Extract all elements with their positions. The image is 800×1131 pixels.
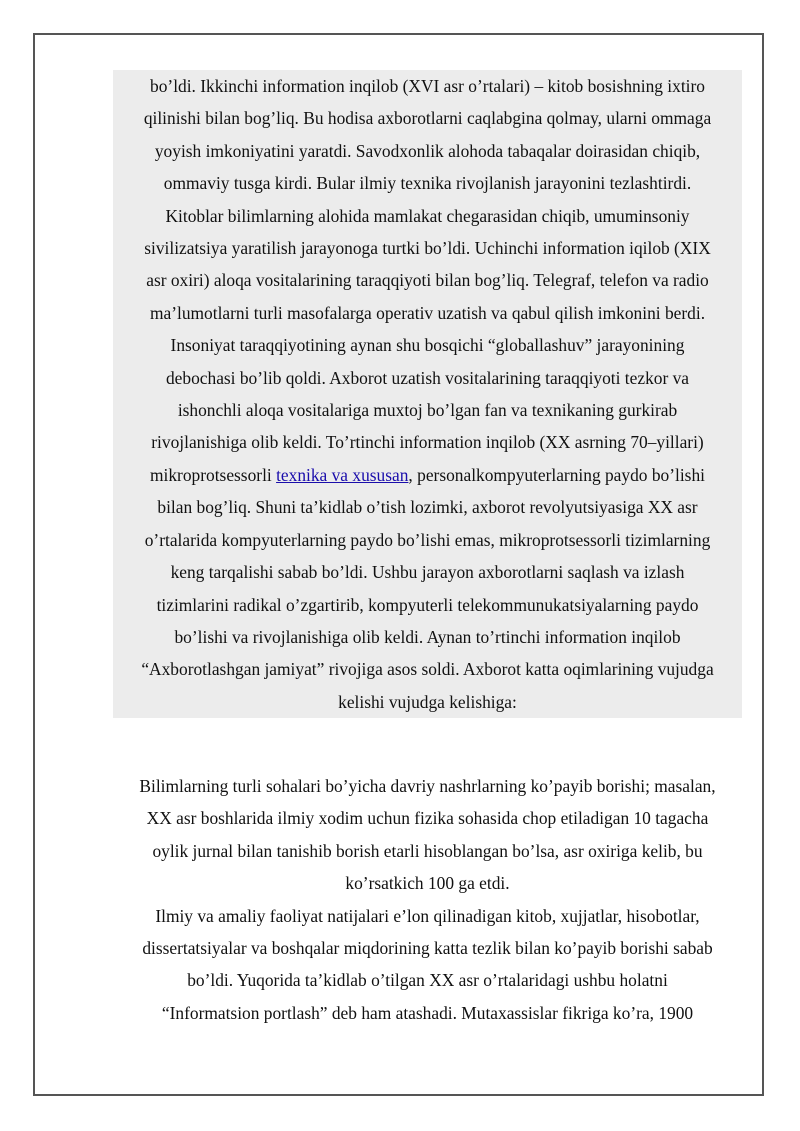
text-line: dissertatsiyalar va boshqalar miqdorining katta tezlik bilan ko’payib borishi sabab <box>142 938 713 959</box>
text-line: Bilimlarning turli sohalari bo’yicha davriy nashrlarning ko’payib borishi; masalan, <box>139 776 716 796</box>
text-line: ishonchli aloqa vositalariga muxtoj bo’lgan fan va texnikaning gurkirab <box>177 400 678 421</box>
text-line: XX asr boshlarida ilmiy xodim uchun fizika sohasida chop etiladigan 10 tagacha <box>146 808 709 829</box>
text-line: ma’lumotlarni turli masofalarga operativ uzatish va qabul qilish imkonini berdi. <box>149 302 706 323</box>
text-line: asr oxiri) aloqa vositalarining taraqqiyoti bilan bog’liq. Telegraf, telefon va radio <box>146 270 709 291</box>
paragraph-2 <box>113 770 742 1029</box>
text-segment: , personalkompyuterlarning paydo bo’lishi <box>408 464 705 485</box>
paragraph-1 <box>113 70 742 718</box>
text-line: bo’ldi. Yuqorida ta’kidlab o’tilgan XX asr o’rtalaridagi ushbu holatni <box>187 970 668 991</box>
text-line: “Axborotlashgan jamiyat” rivojiga asos soldi. Axborot katta oqimlarining vujudga <box>141 659 714 680</box>
text-line: “Informatsion portlash” deb ham atashadi. Mutaxassislar fikriga ko’ra, 1900 <box>161 1002 694 1023</box>
text-line: yoyish imkoniyatini yaratdi. Savodxonlik alohoda tabaqalar doirasidan chiqib, <box>154 140 701 161</box>
text-line: ommaviy tusga kirdi. Bular ilmiy texnika rivojlanish jarayonini tezlashtirdi. <box>163 173 692 194</box>
text-line: bo’ldi. Ikkinchi information inqilob (XVI asr o’rtalari) – kitob bosishning ixtiro <box>150 76 705 96</box>
hyperlink-texnika[interactable]: texnika va xususan <box>276 464 409 485</box>
text-line: oylik jurnal bilan tanishib borish etarli hisoblangan bo’lsa, asr oxiriga kelib, bu <box>152 840 703 861</box>
text-line-with-link <box>115 459 740 491</box>
text-line: qilinishi bilan bog’liq. Bu hodisa axborotlarni caqlabgina qolmay, ularni ommaga <box>143 108 712 129</box>
text-line: ko’rsatkich 100 ga etdi. <box>345 873 510 894</box>
text-line: tizimlarini radikal o’zgartirib, kompyuterli telekommunukatsiyalarning paydo <box>156 594 699 615</box>
text-line: sivilizatsiya yaratilish jarayonoga turtki bo’ldi. Uchinchi information iqilob (XIX <box>144 238 711 259</box>
text-line: kelishi vujudga kelishiga: <box>338 691 517 712</box>
text-line: debochasi bo’lib qoldi. Axborot uzatish vositalarining taraqqiyoti tezkor va <box>165 367 690 388</box>
text-segment: mikroprotsessorli <box>150 464 277 485</box>
text-line: o’rtalarida kompyuterlarning paydo bo’lishi emas, mikroprotsessorli tizimlarning <box>144 529 711 550</box>
text-line: Insoniyat taraqqiyotining aynan shu bosqichi “globallashuv” jarayonining <box>170 335 685 356</box>
text-line: rivojlanishiga olib keldi. To’rtinchi information inqilob (XX asrning 70–yillari) <box>151 432 704 453</box>
text-line: bo’lishi va rivojlanishiga olib keldi. Aynan to’rtinchi information inqilob <box>174 626 681 647</box>
text-line: keng tarqalishi sabab bo’ldi. Ushbu jarayon axborotlarni saqlash va izlash <box>170 562 685 583</box>
text-line: Ilmiy va amaliy faoliyat natijalari e’lon qilinadigan kitob, xujjatlar, hisobotlar, <box>155 905 700 926</box>
text-line: bilan bog’liq. Shuni ta’kidlab o’tish lozimki, axborot revolyutsiyasiga XX asr <box>157 497 698 518</box>
text-line: Kitoblar bilimlarning alohida mamlakat chegarasidan chiqib, umuminsoniy <box>165 205 690 226</box>
